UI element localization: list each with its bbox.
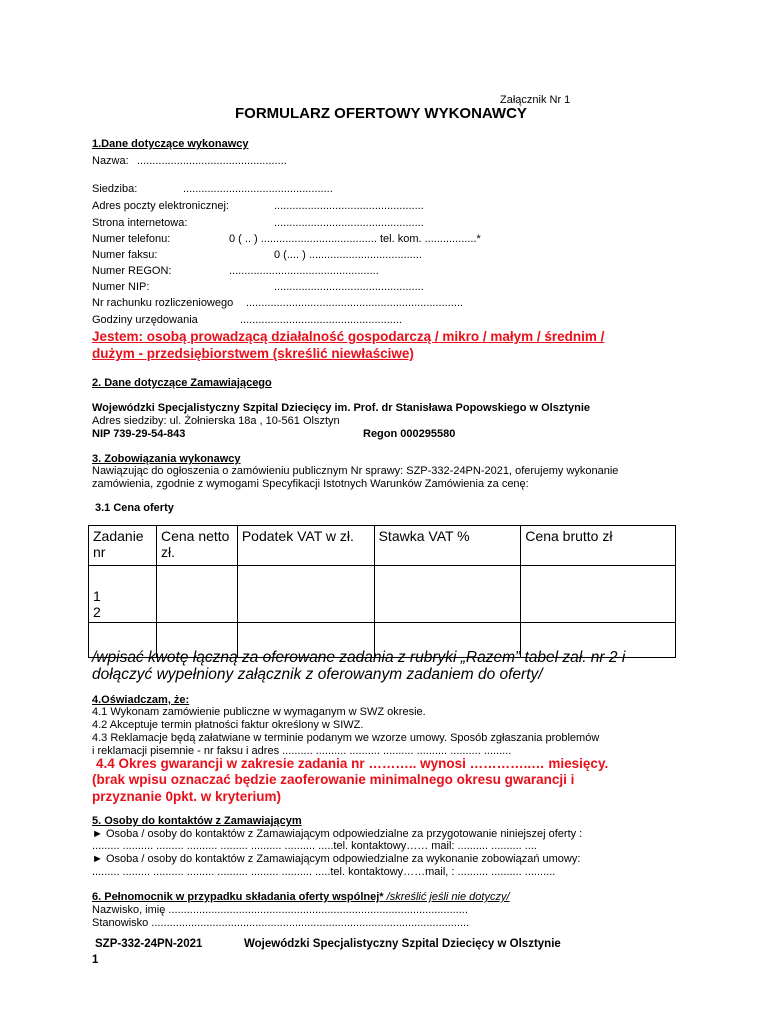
- table-row-task-numbers: [89, 566, 157, 623]
- form-title: FORMULARZ OFERTOWY WYKONAWCY: [235, 105, 527, 122]
- price-note-line2: dołączyć wypełniony załącznik z oferowanym zadaniem do oferty/: [92, 666, 543, 683]
- warranty-line2: (brak wpisu oznaczać będzie zaoferowanie minimalnego okresu gwarancji i: [92, 772, 575, 787]
- field-value-website[interactable]: .................................................: [274, 217, 424, 229]
- contact-line: ► Osoba / osoby do kontaktów z Zamawiającym odpowiedzialne za przygotowanie niniejszej oferty :: [92, 828, 583, 840]
- field-value-phone[interactable]: 0 ( .. ) ...................................... tel. kom. .................*: [229, 233, 481, 245]
- field-label-regon: Numer REGON:: [92, 265, 172, 277]
- col-header-gross-price: Cena brutto zł: [521, 526, 676, 566]
- field-value-seat[interactable]: .................................................: [183, 183, 333, 195]
- footer-org: Wojewódzki Specjalistyczny Szpital Dziecięcy w Olsztynie: [244, 938, 561, 950]
- contact-line[interactable]: ......... ......... .......... ......... .......... ......... .......... .....tel. kontaktowy……mail, : .......... .......... ..........: [92, 866, 556, 878]
- section6-heading-note: /skreślić jeśli nie dotyczy/: [383, 891, 510, 903]
- warranty-line3: przyznanie 0pkt. w kryterium): [92, 789, 282, 804]
- page-number: 1: [92, 954, 99, 966]
- proxy-position-line[interactable]: Stanowisko ........................................................................................................: [92, 917, 470, 929]
- field-label-seat: Siedziba:: [92, 183, 138, 195]
- section6-heading: 6. Pełnomocnik w przypadku składania oferty wspólnej*: [92, 891, 384, 903]
- cell-net-price[interactable]: [156, 566, 237, 623]
- section1-heading: 1.Dane dotyczące wykonawcy: [92, 138, 249, 150]
- price-note-line1: /wpisać kwotę łączną za oferowane zadania z rubryki „Razem” tabel zał. nr 2 i: [92, 649, 626, 666]
- declaration-item: 4.2 Akceptuje termin płatności faktur określony w SIWZ.: [92, 719, 364, 731]
- proxy-name-line[interactable]: Nazwisko, imię ..................................................................................................: [92, 904, 468, 916]
- field-label-fax: Numer faksu:: [92, 249, 158, 261]
- field-value-nip[interactable]: .................................................: [274, 281, 424, 293]
- field-value-hours[interactable]: .....................................................: [240, 314, 402, 326]
- attachment-label: Załącznik Nr 1: [500, 94, 571, 106]
- cell-gross-price[interactable]: [521, 566, 676, 623]
- hospital-regon: Regon 000295580: [363, 428, 456, 440]
- field-label-nip: Numer NIP:: [92, 281, 150, 293]
- cell-vat-rate[interactable]: [374, 566, 521, 623]
- section4-heading: 4.Oświadczam, że:: [92, 694, 190, 706]
- warranty-line1[interactable]: 4.4 Okres gwarancji w zakresie zadania nr ……….. wynosi …………..… miesięcy.: [96, 756, 609, 771]
- hospital-nip: NIP 739-29-54-843: [92, 428, 186, 440]
- enterprise-size-line2[interactable]: dużym - przedsiębiorstwem (skreślić niewłaściwe): [92, 346, 414, 361]
- field-value-name[interactable]: .................................................: [137, 155, 287, 167]
- hospital-address: Adres siedziby: ul. Żołnierska 18a , 10-561 Olsztyn: [92, 415, 340, 427]
- field-value-fax[interactable]: 0 (.... ) .....................................: [274, 249, 422, 261]
- field-label-phone: Numer telefonu:: [92, 233, 171, 245]
- col-header-vat-rate: Stawka VAT %: [374, 526, 521, 566]
- field-label-email: Adres poczty elektronicznej:: [92, 200, 229, 212]
- col-header-task: Zadanie nr: [89, 526, 157, 566]
- price-subheading: 3.1 Cena oferty: [95, 502, 174, 514]
- field-label-name: Nazwa:: [92, 155, 129, 167]
- contact-line: ► Osoba / osoby do kontaktów z Zamawiającym odpowiedzialne za wykonanie zobowiązań umowy:: [92, 853, 581, 865]
- col-header-vat: Podatek VAT w zł.: [237, 526, 374, 566]
- enterprise-size-line1[interactable]: Jestem: osobą prowadzącą działalność gospodarczą / mikro / małym / średnim /: [92, 329, 605, 344]
- cell-vat[interactable]: [237, 566, 374, 623]
- section2-heading: 2. Dane dotyczące Zamawiającego: [92, 377, 272, 389]
- field-label-website: Strona internetowa:: [92, 217, 188, 229]
- section3-text-line2: zamówienia, zgodnie z wymogami Specyfikacji Istotnych Warunków Zamówienia za cenę:: [92, 478, 529, 490]
- contact-line[interactable]: ......... .......... ......... .......... ......... .......... .......... .....tel. kontaktowy…… mail: .......... .......... ....: [92, 840, 537, 852]
- section6-heading-row: [92, 891, 510, 903]
- declaration-item[interactable]: i reklamacji pisemnie - nr faksu i adres .......... .......... .......... .......... .......... .......... .........: [92, 745, 512, 757]
- task-number-1: 1: [93, 588, 101, 604]
- field-value-regon[interactable]: .................................................: [229, 265, 379, 277]
- section3-text-line1: Nawiązując do ogłoszenia o zamówieniu publicznym Nr sprawy: SZP-332-24PN-2021, oferujemy wykonanie: [92, 465, 619, 477]
- field-value-account[interactable]: .......................................................................: [246, 297, 463, 309]
- section5-heading: 5. Osoby do kontaktów z Zamawiającym: [92, 815, 302, 827]
- footer-ref: SZP-332-24PN-2021: [95, 938, 203, 950]
- field-value-email[interactable]: .................................................: [274, 200, 424, 212]
- offer-price-table: [88, 525, 676, 658]
- declaration-item: 4.1 Wykonam zamówienie publiczne w wymaganym w SWZ okresie.: [92, 706, 426, 718]
- declaration-item: 4.3 Reklamacje będą załatwiane w terminie podanym we wzorze umowy. Sposób zgłaszania problemów: [92, 732, 600, 744]
- hospital-name: Wojewódzki Specjalistyczny Szpital Dziecięcy im. Prof. dr Stanisława Popowskiego w Olsztynie: [92, 402, 590, 414]
- col-header-net-price: Cena netto zł.: [156, 526, 237, 566]
- field-label-account: Nr rachunku rozliczeniowego: [92, 297, 234, 309]
- task-number-2: 2: [93, 604, 101, 620]
- section3-heading: 3. Zobowiązania wykonawcy: [92, 453, 241, 465]
- field-label-hours: Godziny urzędowania: [92, 314, 198, 326]
